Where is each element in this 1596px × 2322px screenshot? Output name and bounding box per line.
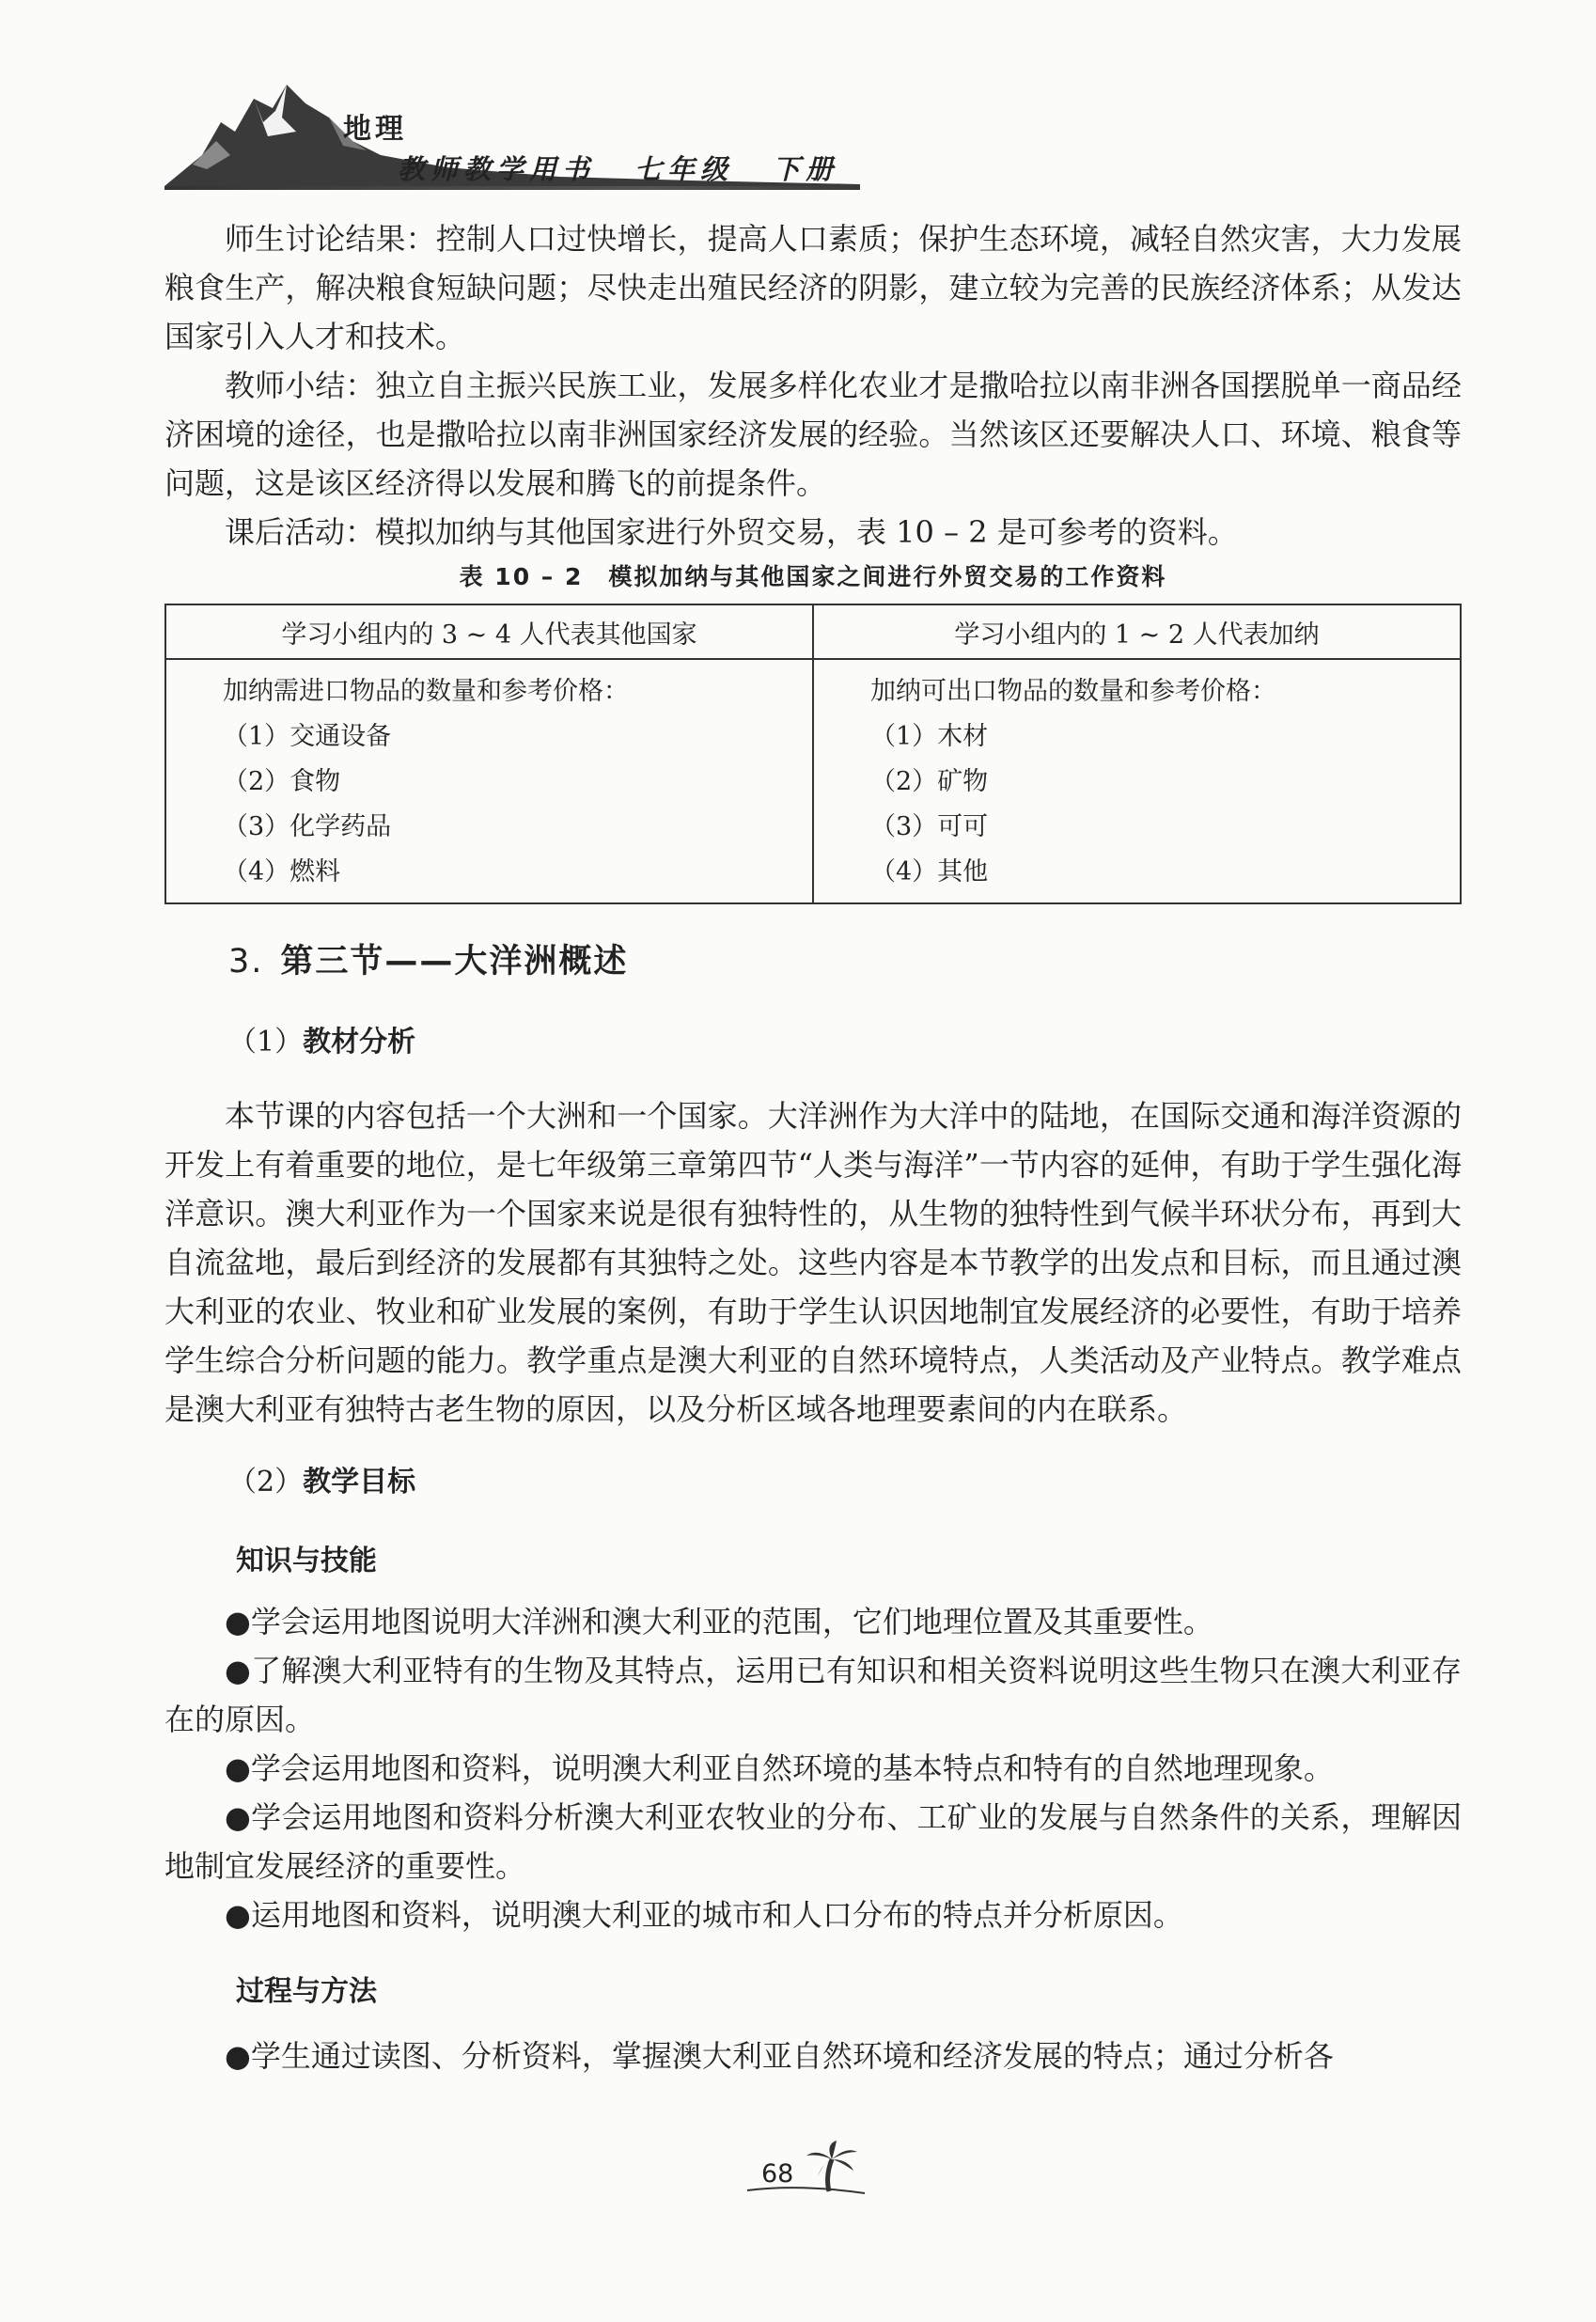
export-cell (813, 659, 1461, 903)
list-item: （3）化学药品 (223, 812, 392, 841)
export-title: 加纳可出口物品的数量和参考价格： (870, 677, 1276, 706)
page-header (164, 66, 1462, 197)
list-item: （4）其他 (870, 857, 989, 886)
header-book-title (398, 149, 878, 187)
list-item: ●运用地图和资料，说明澳大利亚的城市和人口分布的特点并分析原因。 (225, 1897, 1183, 1933)
import-title: 加纳需进口物品的数量和参考价格： (223, 677, 629, 706)
section-heading (164, 935, 1462, 982)
table-header-others: 学习小组内的 3 ~ 4 人代表其他国家 (165, 604, 813, 659)
list-item: （2）食物 (223, 767, 341, 796)
teacher-summary: 教师小结：独立自主振兴民族工业，发展多样化农业才是撒哈拉以南非洲各国摆脱单一商品经济困境的途径，也是撒哈拉以南非洲国家经济发展的经验。当然该区还要解决人口、环境、粮食等问题，这是该区经济得以发展和腾飞的前提条件。 (164, 368, 1462, 501)
header-volume: 下册 (773, 153, 839, 185)
list-item: （2）矿物 (870, 767, 989, 796)
list-item: （4）燃料 (223, 857, 341, 886)
intro-section (164, 214, 1462, 557)
list-item: （1）木材 (870, 722, 989, 751)
list-item: （3）可可 (870, 812, 989, 841)
import-cell (165, 659, 813, 903)
section-number: 3. (228, 943, 264, 981)
list-item: ●学生通过读图、分析资料，掌握澳大利亚自然环境和经济发展的特点；通过分析各 (225, 2038, 1334, 2074)
header-grade: 七年级 (634, 153, 734, 185)
discussion-result: 师生讨论结果：控制人口过快增长，提高人口素质；保护生态环境，减轻自然灾害，大力发展粮食生产，解决粮食短缺问题；尽快走出殖民经济的阴影，建立较为完善的民族经济体系；从发达国家引入人才和技术。 (164, 221, 1462, 354)
list-item: ●学会运用地图和资料分析澳大利亚农牧业的分布、工矿业的发展与自然条件的关系，理解因地制宜发展经济的重要性。 (164, 1799, 1462, 1884)
knowledge-skills-heading: 知识与技能 (236, 1545, 377, 1577)
list-item: ●学会运用地图和资料，说明澳大利亚自然环境的基本特点和特有的自然地理现象。 (225, 1750, 1334, 1786)
subheading-title: 教学目标 (303, 1466, 416, 1498)
section-title: 第三节——大洋洲概述 (280, 943, 629, 981)
trade-table (164, 604, 1462, 904)
page-footer (743, 2139, 893, 2204)
subheading-title: 教材分析 (303, 1026, 416, 1059)
subheading-number: （2） (228, 1466, 304, 1498)
list-item: （1）交通设备 (223, 722, 392, 751)
analysis-body: 本节课的内容包括一个大洲和一个国家。大洋洲作为大洋中的陆地，在国际交通和海洋资源的开发上有着重要的地位，是七年级第三章第四节“人类与海洋”一节内容的延伸，有助于学生强化海洋意识。澳大利亚作为一个国家来说是很有独特性的，从生物的独特性到气候半环状分布，再到大自流盆地，最后到经济的发展都有其独特之处。这些内容是本节教学的出发点和目标，而且通过澳大利亚的农业、牧业和矿业发展的案例，有助于学生认识因地制宜发展经济的必要性，有助于培养学生综合分析问题的能力。教学重点是澳大利亚的自然环境特点，人类活动及产业特点。教学难点是澳大利亚有独特古老生物的原因，以及分析区域各地理要素间的内在联系。 (164, 1098, 1462, 1427)
table-block (164, 558, 1462, 904)
subheading-number: （1） (228, 1026, 304, 1059)
table-caption: 表 10 – 2 模拟加纳与其他国家之间进行外贸交易的工作资料 (459, 563, 1167, 590)
subheading-analysis (164, 1018, 1462, 1059)
list-item: ●学会运用地图说明大洋洲和澳大利亚的范围，它们地理位置及其重要性。 (225, 1604, 1213, 1640)
section-3 (164, 935, 1462, 2080)
header-rule (164, 186, 860, 190)
subheading-objectives (164, 1458, 1462, 1499)
header-subject: 地理 (343, 113, 407, 146)
list-item: ●了解澳大利亚特有的生物及其特点，运用已有知识和相关资料说明这些生物只在澳大利亚存在的原因。 (164, 1653, 1462, 1737)
process-list (164, 2032, 1462, 2080)
page-number: 68 (761, 2159, 794, 2189)
knowledge-list (164, 1597, 1462, 1939)
table-header-ghana: 学习小组内的 1 ~ 2 人代表加纳 (813, 604, 1461, 659)
process-methods-heading: 过程与方法 (236, 1975, 377, 2008)
after-class-activity: 课后活动：模拟加纳与其他国家进行外贸交易，表 10 – 2 是可参考的资料。 (225, 514, 1238, 550)
header-book: 教师教学用书 (398, 153, 596, 185)
